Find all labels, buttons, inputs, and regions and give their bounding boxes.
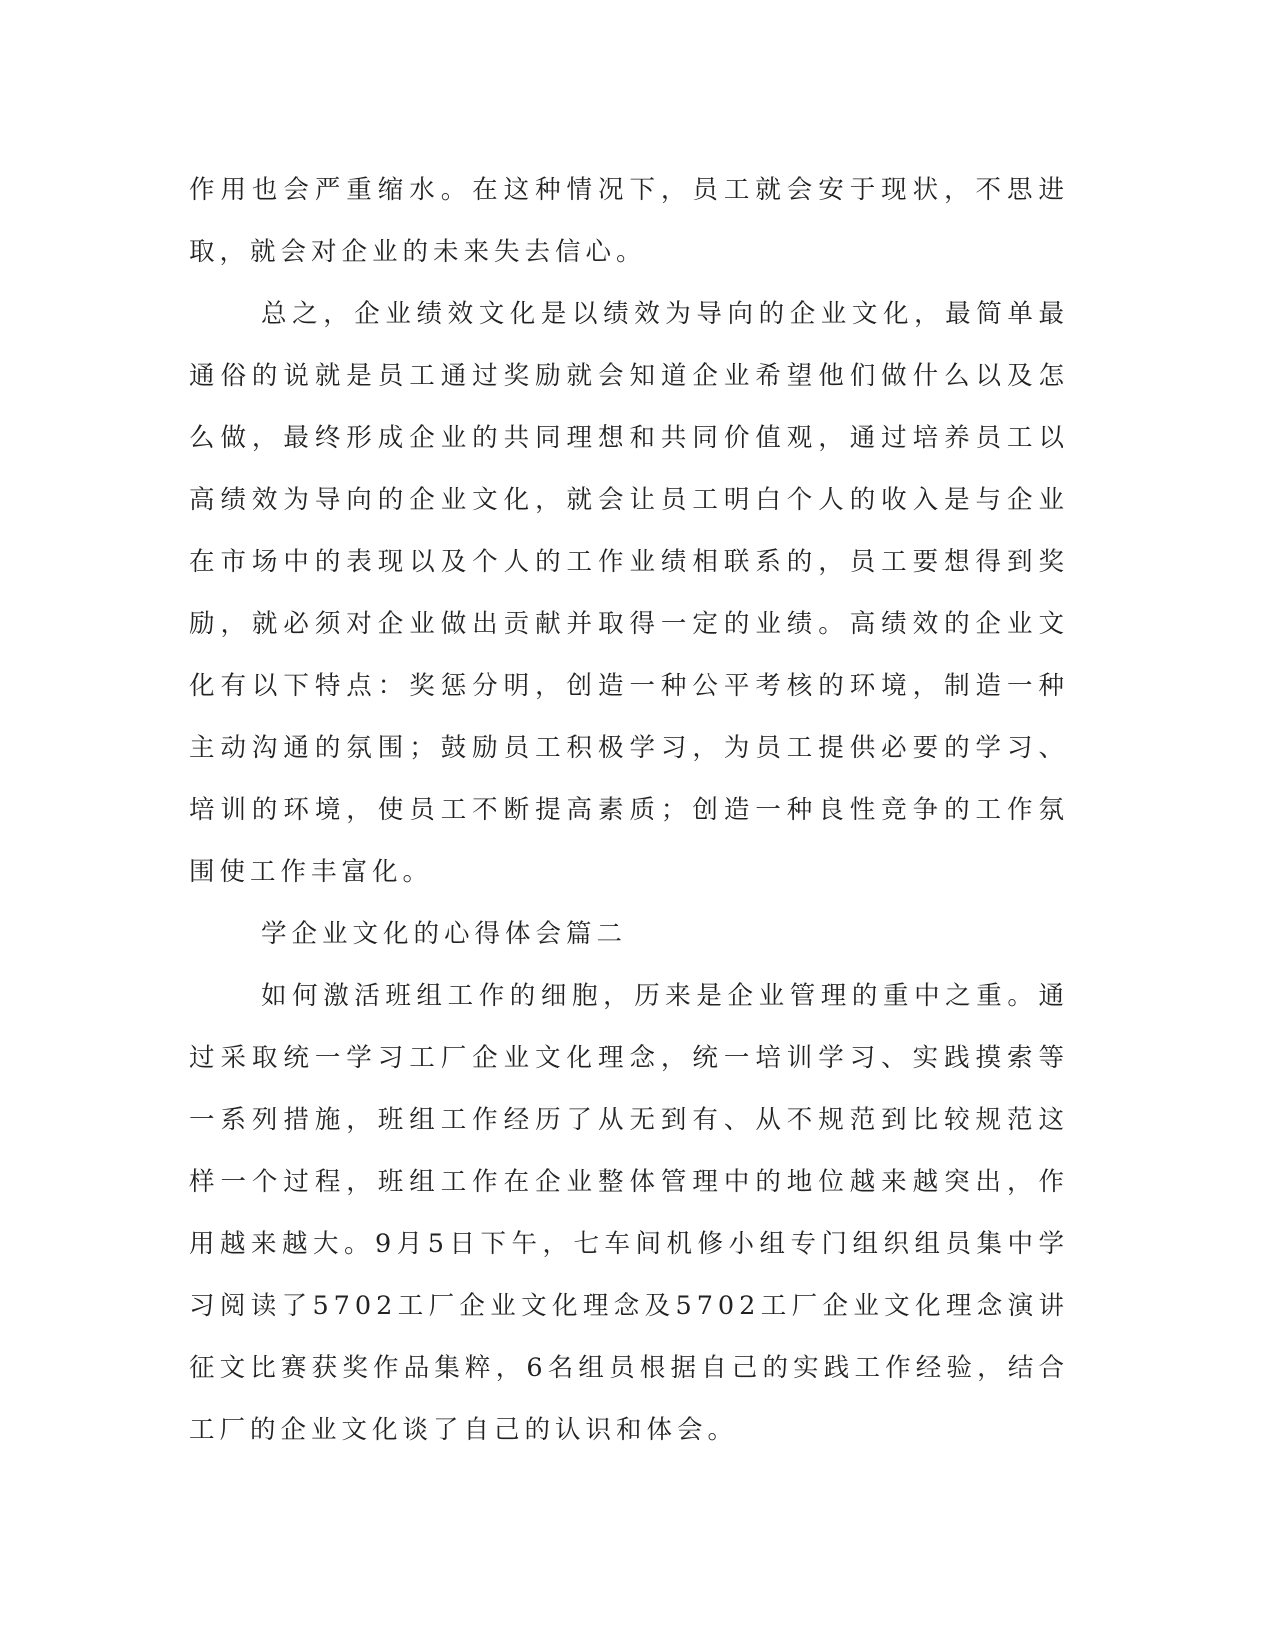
paragraph-performance-culture: 总之，企业绩效文化是以绩效为导向的企业文化，最简单最通俗的说就是员工通过奖励就会知道企业希望他们做什么以及怎么做，最终形成企业的共同理想和共同价值观，通过培养员工以高绩效为导向的企业文化，就会让员工明白个人的收入是与企业在市场中的表现以及个人的工作业绩相联系的，员工要想得到奖励，就必须对企业做出贡献并取得一定的业绩。高绩效的企业文化有以下特点：奖惩分明，创造一种公平考核的环境，制造一种主动沟通的氛围；鼓励员工积极学习，为员工提供必要的学习、培训的环境，使员工不断提高素质；创造一种良性竞争的工作氛围使工作丰富化。 <box>189 299 1069 887</box>
section-heading: 学企业文化的心得体会篇二 <box>261 919 628 949</box>
document-body <box>189 159 1069 1461</box>
paragraph-team-work: 如何激活班组工作的细胞，历来是企业管理的重中之重。通过采取统一学习工厂企业文化理念，统一培训学习、实践摸索等一系列措施，班组工作经历了从无到有、从不规范到比较规范这样一个过程，班组工作在企业整体管理中的地位越来越突出，作用越来越大。9月5日下午，七车间机修小组专门组织组员集中学习阅读了5702工厂企业文化理念及5702工厂企业文化理念演讲征文比赛获奖作品集粹，6名组员根据自己的实践工作经验，结合工厂的企业文化谈了自己的认识和体会。 <box>189 981 1069 1445</box>
paragraph-continuation: 作用也会严重缩水。在这种情况下，员工就会安于现状，不思进取，就会对企业的未来失去信心。 <box>189 175 1069 267</box>
